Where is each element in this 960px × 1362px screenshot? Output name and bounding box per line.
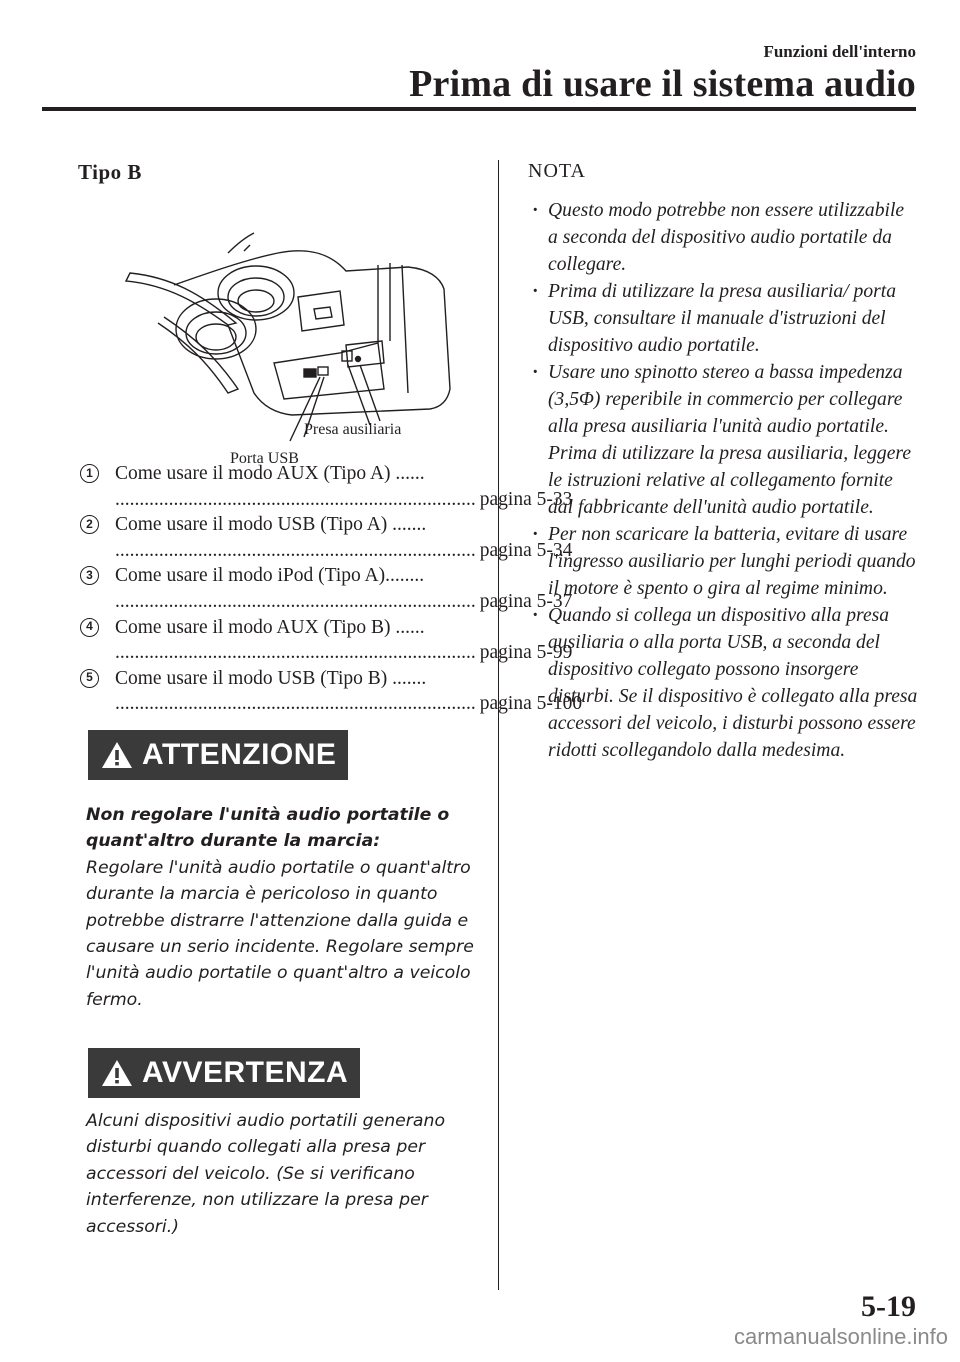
circled-number: 1 (80, 464, 99, 483)
console-illustration (78, 193, 470, 463)
warning-body: Alcuni dispositivi audio portatili generano disturbi quando collegati alla presa per accessori del veicolo. (Se si verificano interferenze, non utilizzare la presa per accessori.) (86, 1111, 446, 1237)
nota-heading: NOTA (528, 160, 586, 182)
reference-title: Come usare il modo USB (Tipo B) ....... (115, 667, 427, 689)
circled-number: 3 (80, 566, 99, 585)
page-reference: pagina 5-33 (479, 488, 573, 510)
header-rule (42, 107, 916, 111)
note-item: · Usare uno spinotto stereo a bassa impedenza (3,5Φ) reperibile in commercio per collegare alla presa ausiliaria l'unità audio portatile. Prima di utilizzare la presa ausiliaria, leggere le istruzioni relative al collegamento fornite dal fabbricante dell'unità audio portatile. (528, 359, 918, 521)
warning-text (86, 1108, 478, 1240)
warning-badge (88, 1048, 360, 1098)
reference-title: Come usare il modo AUX (Tipo A) ...... (115, 463, 425, 484)
note-list (528, 197, 918, 764)
note-item: · Questo modo potrebbe non essere utilizzabile a seconda del dispositivo audio portatile da collegare. (528, 197, 918, 278)
reference-item[interactable] (78, 666, 583, 717)
leader-dots: .......................................................................... (115, 642, 476, 664)
console-figure (78, 193, 470, 467)
page-header (409, 42, 916, 106)
caution-badge (88, 730, 348, 780)
reference-title: Come usare il modo USB (Tipo A) ....... (115, 514, 427, 536)
reference-item[interactable] (78, 563, 573, 614)
page-reference: pagina 5-100 (479, 693, 583, 715)
leader-dots: .......................................................................... (115, 590, 476, 612)
warning-triangle-icon (100, 1058, 134, 1088)
note-item: · Per non scaricare la batteria, evitare di usare l'ingresso ausiliario per lunghi periodi quando il motore è spento o gira al regime minimo. (528, 521, 918, 602)
caution-text (86, 802, 478, 1013)
page-reference: pagina 5-99 (479, 642, 573, 664)
leader-dots: .......................................................................... (115, 539, 476, 561)
circled-number: 5 (80, 669, 99, 688)
tipo-heading: Tipo B (78, 160, 142, 184)
callout-aux-socket: Presa ausiliaria (304, 421, 402, 438)
reference-title: Come usare il modo iPod (Tipo A)........ (115, 565, 425, 587)
note-item: · Quando si collega un dispositivo alla presa ausiliaria o alla porta USB, a seconda del dispositivo collegato possono insorgere disturbi. Se il dispositivo è collegato alla presa accessori del veicolo, i disturbi possono essere ridotti scollegandolo dalla medesima. (528, 602, 918, 764)
caution-body: Regolare l'unità audio portatile o quant'altro durante la marcia è pericoloso in quanto potrebbe distrarre l'attenzione dalla guida e causare un serio incidente. Regolare sempre l'unità audio portatile o quant'altro a veicolo fermo. (86, 857, 474, 1010)
caution-lead: Non regolare l'unità audio portatile o quant'altro durante la marcia: (86, 805, 450, 852)
warning-label: AVVERTENZA (142, 1056, 349, 1089)
column-divider (498, 160, 499, 1290)
reference-item[interactable] (78, 615, 573, 666)
circled-number: 4 (80, 618, 99, 637)
right-column (528, 160, 918, 764)
section-title: Funzioni dell'interno (763, 42, 916, 61)
leader-dots: .......................................................................... (115, 488, 476, 510)
reference-item[interactable] (78, 461, 573, 512)
reference-list (78, 461, 583, 717)
warning-triangle-icon (100, 740, 134, 770)
caution-label: ATTENZIONE (142, 738, 337, 771)
page-reference: pagina 5-37 (479, 590, 573, 612)
callout-usb-port: Porta USB (230, 450, 299, 467)
watermark: carmanualsonline.info (733, 1324, 948, 1349)
page-reference: pagina 5-34 (479, 539, 573, 561)
chapter-title: Prima di usare il sistema audio (409, 63, 916, 105)
page-number: 5-19 (861, 1290, 916, 1323)
reference-title: Come usare il modo AUX (Tipo B) ...... (115, 616, 425, 638)
note-item: · Prima di utilizzare la presa ausiliaria/ porta USB, consultare il manuale d'istruzioni del dispositivo audio portatile. (528, 278, 918, 359)
reference-item[interactable] (78, 512, 573, 563)
circled-number: 2 (80, 515, 99, 534)
leader-dots: .......................................................................... (115, 693, 476, 715)
